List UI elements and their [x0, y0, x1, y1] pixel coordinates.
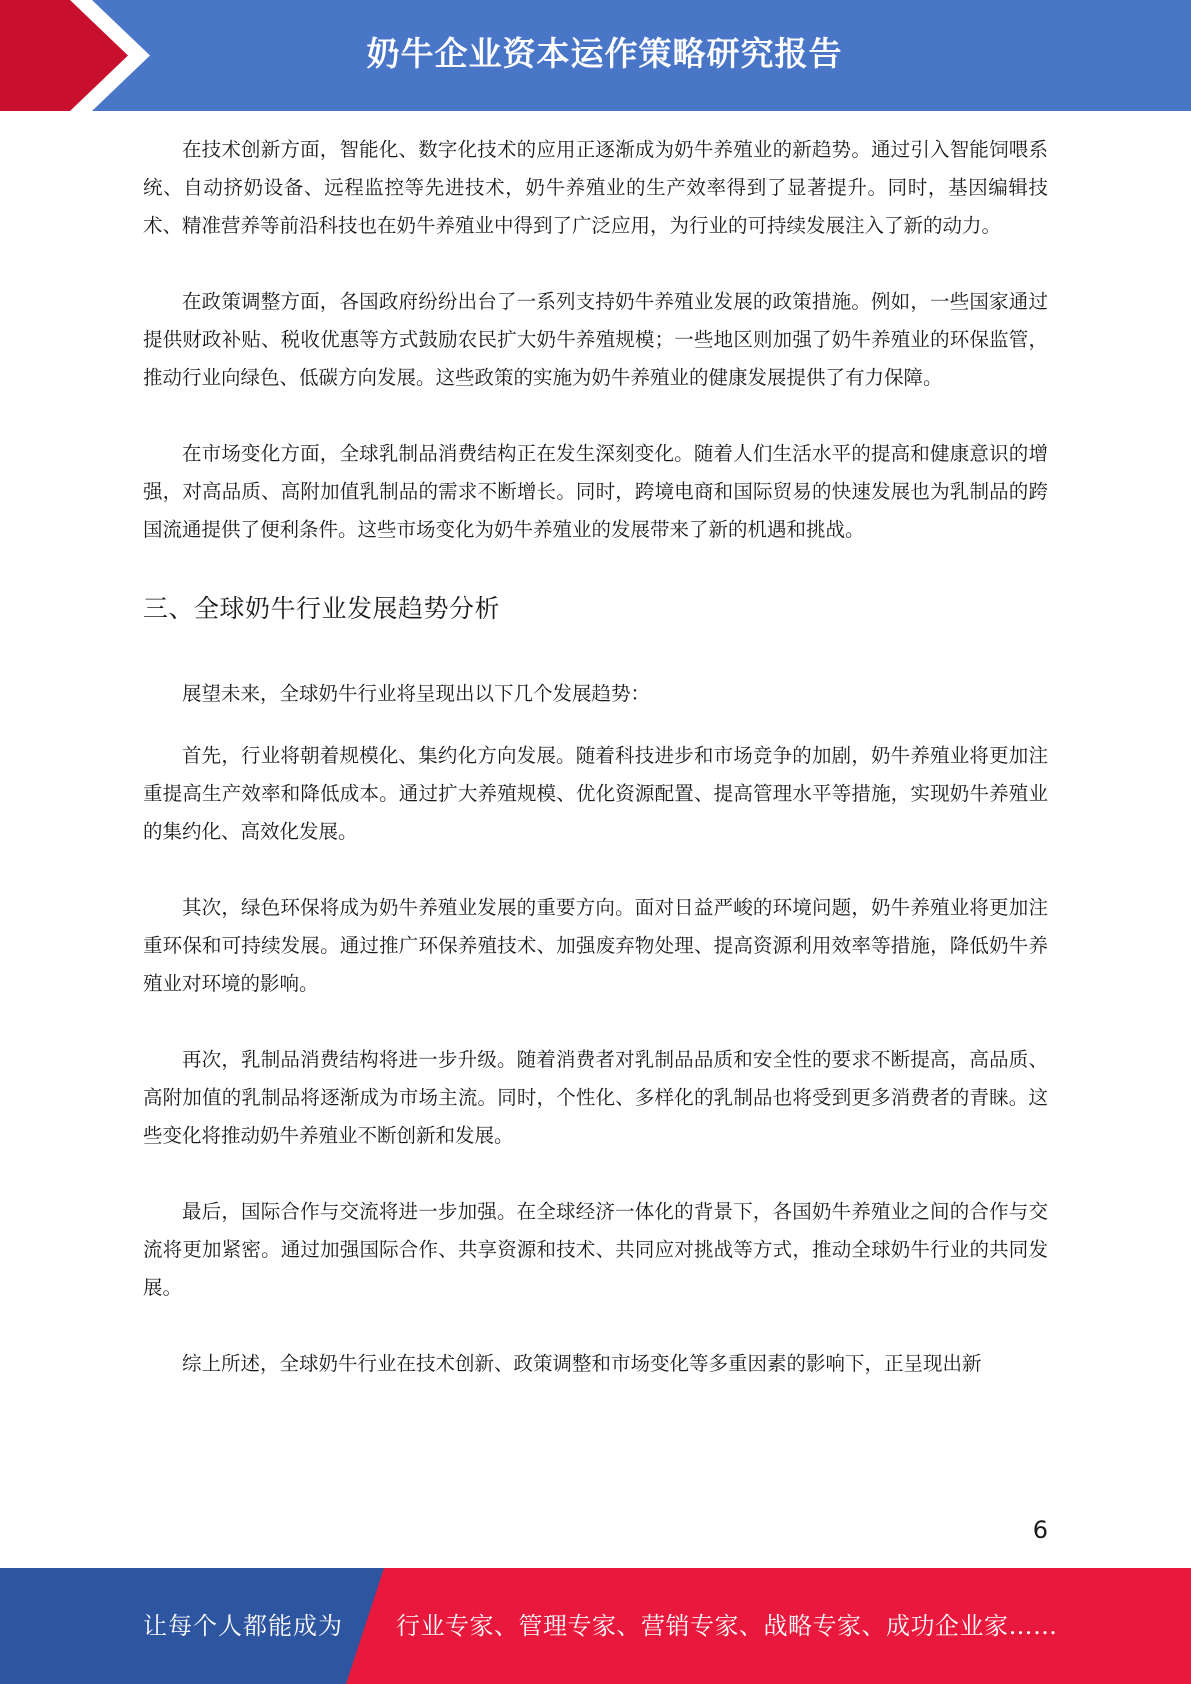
paragraph-trend-green: 其次，绿色环保将成为奶牛养殖业发展的重要方向。面对日益严峻的环境问题，奶牛养殖业将更加注重环保和可持续发展。通过推广环保养殖技术、加强废弃物处理、提高资源利用效率等措施，降低奶牛养殖业对环境的影响。 — [143, 896, 1048, 995]
paragraph-tech-innovation: 在技术创新方面，智能化、数字化技术的应用正逐渐成为奶牛养殖业的新趋势。通过引入智能饲喂系统、自动挤奶设备、远程监控等先进技术，奶牛养殖业的生产效率得到了显著提升。同时，基因编辑技术、精准营养等前沿科技也在奶牛养殖业中得到了广泛应用，为行业的可持续发展注入了新的动力。 — [143, 138, 1048, 237]
page-body — [143, 131, 1048, 1383]
paragraph-trend-scale: 首先，行业将朝着规模化、集约化方向发展。随着科技进步和市场竞争的加剧，奶牛养殖业将更加注重提高生产效率和降低成本。通过扩大养殖规模、优化资源配置、提高管理水平等措施，实现奶牛养殖业的集约化、高效化发展。 — [143, 744, 1048, 843]
report-title: 奶牛企业资本运作策略研究报告 — [366, 34, 843, 73]
paragraph-trend-consumption: 再次，乳制品消费结构将进一步升级。随着消费者对乳制品品质和安全性的要求不断提高，高品质、高附加值的乳制品将逐渐成为市场主流。同时，个性化、多样化的乳制品也将受到更多消费者的青睐。这些变化将推动奶牛养殖业不断创新和发展。 — [143, 1048, 1048, 1147]
footer-slogan-left: 让每个人都能成为 — [143, 1612, 343, 1640]
footer-slogan-right: 行业专家、管理专家、营销专家、战略专家、成功企业家…… — [396, 1612, 1058, 1640]
paragraph-market-change: 在市场变化方面，全球乳制品消费结构正在发生深刻变化。随着人们生活水平的提高和健康意识的增强，对高品质、高附加值乳制品的需求不断增长。同时，跨境电商和国际贸易的快速发展也为乳制品的跨国流通提供了便利条件。这些市场变化为奶牛养殖业的发展带来了新的机遇和挑战。 — [143, 442, 1048, 541]
paragraph-policy-adjustment: 在政策调整方面，各国政府纷纷出台了一系列支持奶牛养殖业发展的政策措施。例如，一些国家通过提供财政补贴、税收优惠等方式鼓励农民扩大奶牛养殖规模；一些地区则加强了奶牛养殖业的环保监管，推动行业向绿色、低碳方向发展。这些政策的实施为奶牛养殖业的健康发展提供了有力保障。 — [143, 290, 1048, 389]
page-header — [0, 0, 1191, 111]
paragraph-outlook: 展望未来，全球奶牛行业将呈现出以下几个发展趋势： — [182, 682, 651, 705]
page-footer — [0, 1568, 1191, 1684]
section-heading: 三、全球奶牛行业发展趋势分析 — [143, 594, 501, 623]
paragraph-trend-cooperation: 最后，国际合作与交流将进一步加强。在全球经济一体化的背景下，各国奶牛养殖业之间的合作与交流将更加紧密。通过加强国际合作、共享资源和技术、共同应对挑战等方式，推动全球奶牛行业的共同发展。 — [143, 1200, 1048, 1299]
page-number: 6 — [1032, 1516, 1048, 1544]
paragraph-summary: 综上所述，全球奶牛行业在技术创新、政策调整和市场变化等多重因素的影响下，正呈现出新 — [182, 1352, 982, 1375]
